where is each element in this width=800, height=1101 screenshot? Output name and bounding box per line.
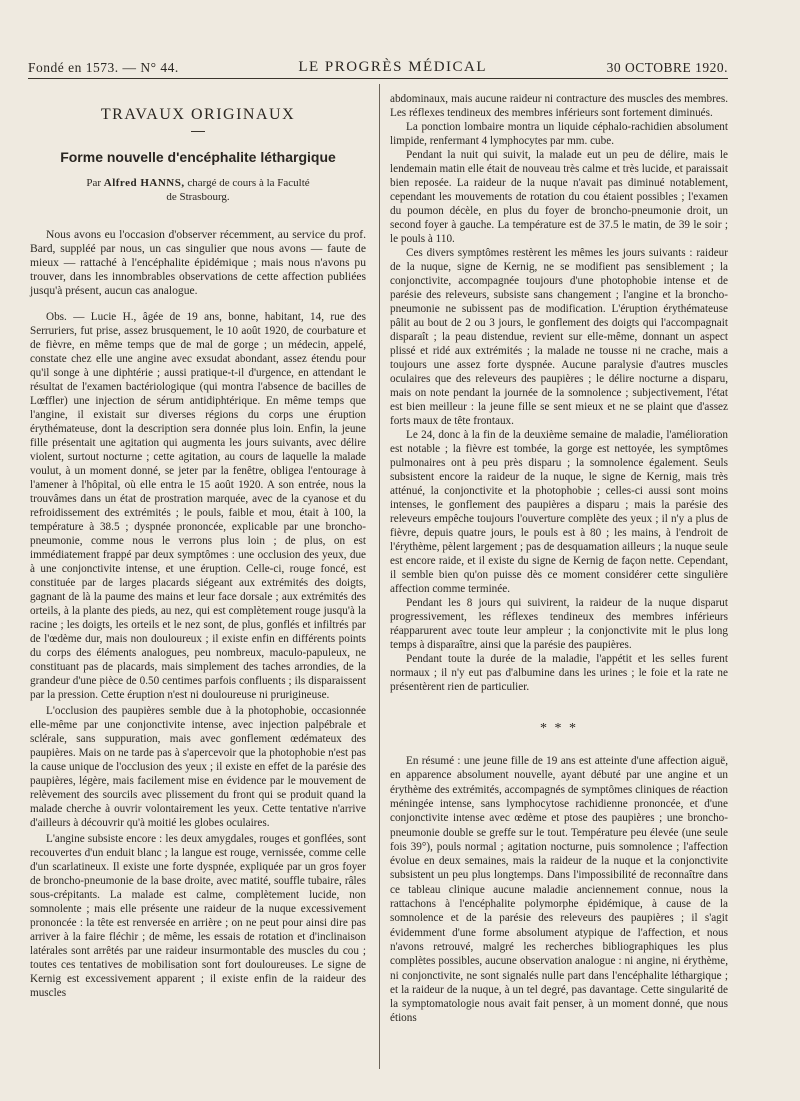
eyelid-paragraph: L'occlusion des paupières semble due à la photophobie, occasionnée elle-même par une conjonctivite intense, avec injection palpébrale et sclérale, sans suppuration, mais avec gonflement œdémateux des paupières. Mais on ne tarde pas à s'apercevoir que la photophobie n'est pas la cause unique de l'occlusion des yeux ; il existe en effet de la parésie des paupières, légère, mais facilement mise en évidence par le mouvement de relèvement des sourcils avec plissement du front qui se produit quand la malade cherche à ouvrir volontairement les yeux. Cette tentative n'arrive d'ailleurs à découvrir qu'à moitié les globes oculaires. (30, 705, 366, 830)
header-rule (28, 78, 728, 79)
day-24-paragraph: Le 24, donc à la fin de la deuxième semaine de maladie, l'amélioration est notable ; la fièvre est tombée, la gorge est nettoyée, les symptômes pulmonaires ont à peu près disparu ; la somnolence également. Seuls subsistent encore la raideur de la nuque, le signe de Kernig, mais très atténué, la conjonctivite et la photophobie ; celles-ci aussi sont moins intenses, le gonflement des paupières a disparu ; mais la parésie des releveurs empêche toujours l'ouverture complète des yeux ; il n'y a plus de fièvre, depuis quatre jours, le pouls est à 80 ; les mains, à l'endroit de l'érythème, pèlent largement ; pas de desquamation ailleurs ; la nuque seule est encore raide, et il existe du signe de Kernig de façon nette. Cependant, il semble bien qu'on puisse dès ce moment considérer cette singulière affection comme terminée. (390, 429, 728, 595)
header-date: 30 OCTOBRE 1920. (606, 60, 728, 75)
section-rule (191, 131, 205, 132)
symptoms-paragraph: Ces divers symptômes restèrent les mêmes les jours suivants : raideur de la nuque, signe de Kernig, ne se modifient pas sensiblement ; la conjonctivite, accompagnée toujours d'une photophobie intense et de parésie des releveurs, subsiste sans changement ; l'angine et la broncho-pneumonie ne subissent pas de modification. L'éruption érythémateuse pâlit au bout de 2 ou 3 jours, le gonflement des doigts qui l'accompagnait disparaît ; la peau distendue, revient sur elle-même, donnant un aspect plissé et ridé aux extrémités ; la malade ne tousse ni ne crache, mais a toujours une assez forte dyspnée. Aucune paralysie d'autres muscles oculaires que des releveurs des paupières ; le délire nocturne a disparu, mais on note pendant la journée de la somnolence ; subjectivement, l'état est bien meilleur : la jeune fille se sent mieux et ne se plaint que d'assez forts maux de tête frontaux. (390, 247, 728, 427)
byline (30, 176, 366, 204)
asterism: * * * (540, 721, 578, 736)
intro-paragraph: Nous avons eu l'occasion d'observer récemment, au service du prof. Bard, suppléé par nous, un cas singulier que nous avons — faute de mieux — rattaché à l'encéphalite épidémique ; mais nous n'avons pu trouver, dans les innombrables observations de cette affection publiées jusqu'à présent, aucun cas analogue. (30, 228, 366, 298)
lumbar-puncture-paragraph: La ponction lombaire montra un liquide céphalo-rachidien absolument limpide, renfermant 4 lymphocytes par mm. cube. (390, 121, 728, 147)
header-founded: Fondé en 1573. — N° 44. (28, 60, 179, 75)
column-divider (379, 84, 380, 1069)
left-column (30, 90, 366, 1000)
observation-paragraph: Obs. — Lucie H., âgée de 19 ans, bonne, habitant, 14, rue des Serruriers, fut prise, assez brusquement, le 10 août 1920, de courbature et de fièvre, en même temps que de mal de gorge ; un médecin, appelé, constate chez elle une angine avec exsudat abondant, assez étendu pour qu'il songe à une diphtérie ; aussi pratique-t-il d'urgence, en attendant le résultat de l'examen bactériologique (qui montra l'absence de bacilles de Lœffler) une injection de sérum antidiphtérique. En même temps que l'angine, il existait sur diverses régions du corps une éruption érythémateuse, dont la description sera donnée plus loin. Enfin, la jeune fille présentait une agitation qui augmenta les jours suivants, avec délire violent, surtout nocturne ; cette agitation, au cours de laquelle la malade voulut, à un moment donné, se jeter par la fenêtre, obligea l'entourage à l'amener à l'hôpital, où elle entra le 15 août 1920. A son entrée, nous la trouvâmes dans un état de prostration marquée, avec de la cyanose et du refroidissement des extrémités ; le pouls, faible et mou, était à 100, la température à 38.5 ; dyspnée prononcée, explicable par une broncho-pneumonie, comme nous le verrons plus loin ; de plus, on est immédiatement frappé par deux symptômes : une occlusion des yeux, due à une conjonctivite intense, et une éruption. Celle-ci, rouge foncé, est constituée par de larges placards siégeant aux extrémités des doigts, gagnant de là la paume des mains et leur face dorsale ; aux extrémités des orteils, à la plante des pieds, au nez, qui est complètement rouge jusqu'à la racine ; les doigts, les orteils et le nez sont, de plus, gonflés et infiltrés par de l'œdème dur, mais non douloureux ; il existe enfin en différents points du corps des éléments analogues, peu nombreux, maculo-papuleux, ne constituant pas de placards, mais simplement des taches arrondies, de la grandeur d'une pièce de 0.50 centimes parfois confluents ; ils disparaissent par la pression. Cette éruption n'est ni douloureuse ni prurigineuse. (30, 311, 366, 702)
summary-paragraph: En résumé : une jeune fille de 19 ans est atteinte d'une affection aiguë, en apparence absolument nouvelle, ayant débuté par une angine et un érythème des extrémités, accompagnés de symptômes cliniques de réaction méningée intense, sans lymphocytose rachidienne prononcée, et d'une conjonctivite intense avec œdème et ptose des paupières ; une broncho-pneumonie double se greffe sur le tout. Température peu élevée (une seule fois 39°), pouls normal ; agitation nocturne, puis somnolence ; l'affection évolue en deux semaines, mais la raideur de la nuque et la conjonctivite subsistent un peu plus longtemps. Dans l'impossibilité de reconnaître dans ce tableau clinique aucune maladie anciennement connue, nous la rattachons à l'encéphalite polymorphe épidémique, à cause de la somnolence et de la parésie des releveurs des paupières ; il s'agit évidemment d'une forme absolument atypique de l'affection, et nous n'avons retrouvé, malgré les recherches bibliographiques les plus complètes possibles, aucune observation analogue : ni angine, ni érythème, ni conjonctivite, ne sont signalés nulle part dans l'encéphalite léthargique ; et la raideur de la nuque, à un tel degré, pas davantage. Cette singularité de la symptomatologie nous avait fait penser, à un moment donné, que nous étions (390, 755, 728, 1025)
running-header (28, 52, 728, 76)
duration-paragraph: Pendant toute la durée de la maladie, l'appétit et les selles furent normaux ; il n'y eut pas d'albumine dans les urines ; le foie et la rate ne présentèrent rien de particulier. (390, 653, 728, 693)
eight-days-paragraph: Pendant les 8 jours qui suivirent, la raideur de la nuque disparut progressivement, les réflexes tendineux des membres inférieurs réapparurent avec toute leur ampleur ; la conjonctivite mit le plus long temps à disparaître, ainsi que la parésie des paupières. (390, 597, 728, 651)
section-title: TRAVAUX ORIGINAUX (100, 106, 296, 123)
journal-title: LE PROGRÈS MÉDICAL (298, 59, 488, 75)
article-title: Forme nouvelle d'encéphalite léthargique (60, 149, 336, 166)
author-affiliation-1: chargé de cours à la Faculté (187, 177, 310, 190)
right-column (390, 92, 728, 1026)
author-affiliation-2: de Strasbourg. (166, 191, 230, 204)
author-name: Alfred HANNS, (103, 177, 185, 190)
continued-paragraph: abdominaux, mais aucune raideur ni contracture des muscles des membres. Les réflexes tendineux des membres inférieurs sont fortement diminués. (390, 93, 728, 119)
byline-prefix: Par (86, 177, 102, 190)
angina-paragraph: L'angine subsiste encore : les deux amygdales, rouges et gonflées, sont recouvertes d'un enduit blanc ; la langue est rouge, vernissée, comme celle d'un scarlatineux. Il existe une forte dyspnée, expliquée par un gros foyer de broncho-pneumonie de la base droite, avec matité, souffle tubaire, râles sous-crépitants. La malade est calme, complètement lucide, non somnolente ; mais elle présente une raideur de la nuque excessivement prononcée : la tête est renversée en arrière ; on ne peut pour ainsi dire pas arriver à la faire fléchir ; de même, les essais de rotation et d'inclinaison latérales sont arrêtés par une raideur insurmontable des muscles du cou ; toutes ces tentatives de mobilisation sont fort douloureuses. Le signe de Kernig est excessivement apparent ; il existe enfin de la raideur des muscles (30, 833, 366, 1000)
night-paragraph: Pendant la nuit qui suivit, la malade eut un peu de délire, mais le lendemain matin elle était de nouveau très calme et très lucide, et paraissait bien reposée. La raideur de la nuque n'avait pas diminué notablement, cependant les mouvements de rotation du cou étaient possibles ; l'examen du poumon décèle, en plus du foyer de broncho-pneumonie droit, un second foyer à gauche. La température est de 37.5 le matin, de 39 le soir ; le pouls à 110. (390, 149, 728, 245)
